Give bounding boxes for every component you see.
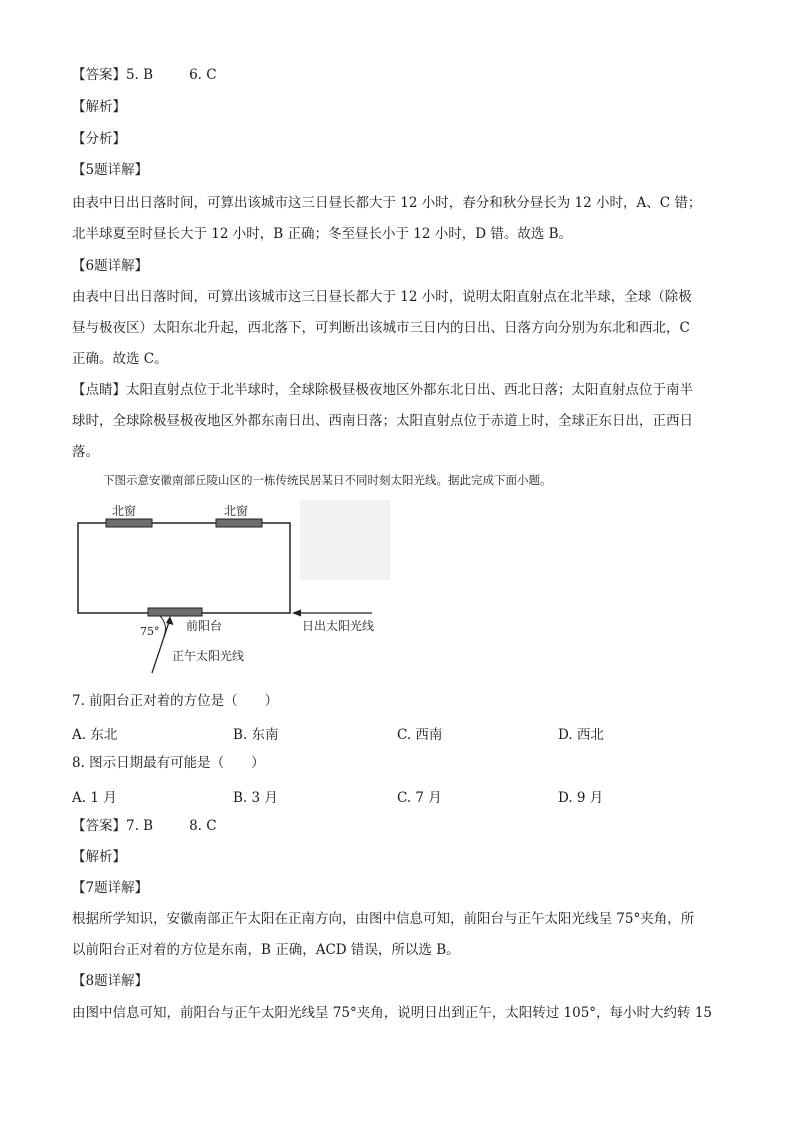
answer-line-7-8 bbox=[72, 817, 722, 835]
q5-text-line-1: 由表中日出日落时间，可算出该城市这三日昼长都大于 12 小时，春分和秋分昼长为 12 小时，A、C 错； bbox=[72, 195, 702, 211]
angle-arc bbox=[160, 616, 165, 636]
q8-option-c: C. 7 月 bbox=[397, 790, 442, 806]
q8-option-a: A. 1 月 bbox=[72, 790, 117, 806]
dianjing-line-1 bbox=[72, 381, 722, 399]
noon-ray-arrowhead bbox=[166, 616, 174, 625]
answer-line-5-6 bbox=[72, 66, 722, 84]
q6-tag: 【6题详解】 bbox=[72, 258, 149, 274]
analysis-tag-2: 【解析】 bbox=[72, 849, 126, 865]
answer-5: 5. B bbox=[126, 67, 154, 83]
q7-option-b: B. 东南 bbox=[233, 727, 279, 743]
front-balcony bbox=[148, 608, 202, 616]
q7-option-c: C. 西南 bbox=[397, 727, 443, 743]
sunrise-ray-label: 日出太阳光线 bbox=[302, 619, 375, 633]
q7-option-d: D. 西北 bbox=[558, 727, 604, 743]
scan-smudge bbox=[300, 500, 390, 580]
angle-label: 75° bbox=[140, 625, 160, 638]
q7-option-a: A. 东北 bbox=[72, 727, 118, 743]
q6-text-line-3: 正确。故选 C。 bbox=[72, 351, 168, 367]
q7-stem: 7. 前阳台正对着的方位是（ ） bbox=[72, 693, 279, 709]
dianjing-tag: 【点睛】 bbox=[72, 382, 126, 398]
fenxi-tag: 【分析】 bbox=[72, 131, 126, 147]
q8-stem: 8. 图示日期最有可能是（ ） bbox=[72, 755, 265, 771]
figure-caption: 下图示意安徽南部丘陵山区的一栋传统民居某日不同时刻太阳光线。据此完成下面小题。 bbox=[103, 473, 552, 487]
north-window-1-label: 北窗 bbox=[112, 504, 137, 518]
house-outline bbox=[78, 523, 290, 613]
answer-tag: 【答案】 bbox=[72, 67, 126, 83]
q8-option-b: B. 3 月 bbox=[233, 790, 278, 806]
noon-ray-label: 正午太阳光线 bbox=[172, 649, 245, 663]
north-window-2-label: 北窗 bbox=[224, 504, 249, 518]
analysis-tag: 【解析】 bbox=[72, 99, 126, 115]
sunrise-ray-arrowhead bbox=[292, 610, 301, 617]
q7-detail-tag: 【7题详解】 bbox=[72, 880, 149, 896]
answer-tag-2: 【答案】 bbox=[72, 818, 126, 834]
north-window-1 bbox=[106, 519, 152, 527]
answer-7: 7. B bbox=[126, 818, 154, 834]
north-window-2 bbox=[216, 519, 262, 527]
q5-tag: 【5题详解】 bbox=[72, 162, 149, 178]
q5-text-line-2: 北半球夏至时昼长大于 12 小时，B 正确；冬至昼长小于 12 小时，D 错。故选 B。 bbox=[72, 226, 573, 242]
q8-detail-tag: 【8题详解】 bbox=[72, 973, 149, 989]
house-sunlight-diagram bbox=[60, 495, 400, 675]
answer-6: 6. C bbox=[189, 67, 217, 83]
q6-text-line-1: 由表中日出日落时间，可算出该城市这三日昼长都大于 12 小时，说明太阳直射点在北半球，全球（除极 bbox=[72, 289, 692, 305]
answer-8: 8. C bbox=[189, 818, 217, 834]
dianjing-text-1: 太阳直射点位于北半球时，全球除极昼极夜地区外都东北日出、西北日落；太阳直射点位于南半 bbox=[126, 382, 693, 398]
front-balcony-label: 前阳台 bbox=[186, 619, 223, 633]
q7-detail-line-2: 以前阳台正对着的方位是东南，B 正确，ACD 错误，所以选 B。 bbox=[72, 942, 460, 958]
q7-detail-line-1: 根据所学知识，安徽南部正午太阳在正南方向，由图中信息可知，前阳台与正午太阳光线呈 75°夹角，所 bbox=[72, 911, 695, 927]
dianjing-line-2: 球时，全球除极昼极夜地区外都东南日出、西南日落；太阳直射点位于赤道上时，全球正东日出，正西日 bbox=[72, 413, 693, 429]
q8-detail-line-1: 由图中信息可知，前阳台与正午太阳光线呈 75°夹角，说明日出到正午，太阳转过 105°，每小时大约转 15 bbox=[72, 1005, 712, 1021]
q6-text-line-2: 昼与极夜区）太阳东北升起，西北落下，可判断出该城市三日内的日出、日落方向分别为东北和西北，C bbox=[72, 320, 690, 336]
q8-option-d: D. 9 月 bbox=[558, 790, 604, 806]
dianjing-line-3: 落。 bbox=[72, 444, 99, 460]
